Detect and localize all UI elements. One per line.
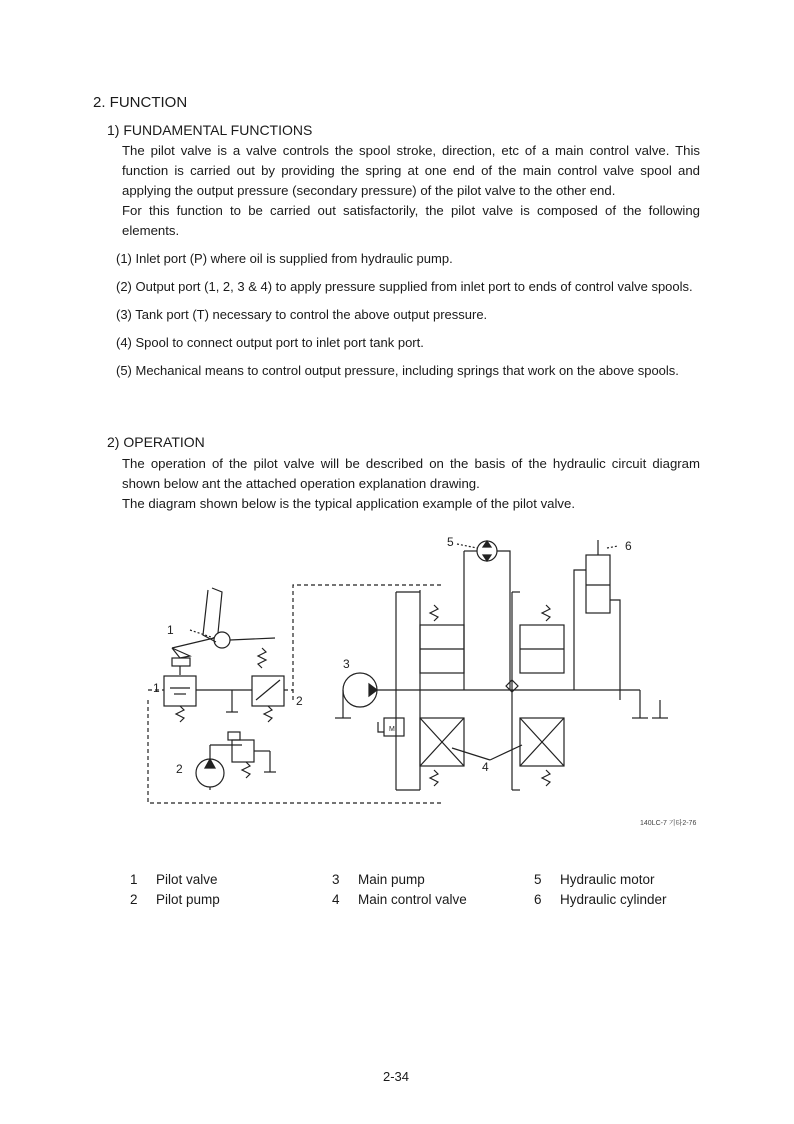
- label-6: 6: [625, 539, 632, 553]
- legend-item: [130, 892, 220, 907]
- operation-paragraph-1: The operation of the pilot valve will be described on the basis of the hydraulic circuit diagram shown below ant the attached operation explanation drawing.: [122, 456, 700, 491]
- list-item: (4) Spool to connect output port to inlet port tank port.: [116, 335, 424, 350]
- section-title: 2. FUNCTION: [93, 94, 188, 111]
- label-1b: 1: [153, 681, 160, 695]
- page-number: 2-34: [383, 1069, 410, 1084]
- legend-item: [332, 892, 467, 907]
- label-5: 5: [447, 535, 454, 549]
- legend-label: Hydraulic motor: [560, 872, 655, 887]
- label-2a: 2: [296, 694, 303, 708]
- main-control-valve-right: [512, 592, 564, 790]
- label-2b: 2: [176, 762, 183, 776]
- legend-number: 2: [130, 892, 138, 907]
- legend-label: Hydraulic cylinder: [560, 892, 667, 907]
- legend-number: 6: [534, 892, 542, 907]
- legend-label: Main control valve: [358, 892, 467, 907]
- label-4: 4: [482, 760, 489, 774]
- fundamental-paragraph-1: The pilot valve is a valve controls the spool stroke, direction, etc of a main control valve. This function is carried out by providing the spring at one end of the main control valve spool and applying the output pressure (secondary pressure) of the pilot valve to the other end.: [122, 143, 700, 198]
- list-item: (3) Tank port (T) necessary to control the above output pressure.: [116, 307, 488, 322]
- legend-label: Main pump: [358, 872, 425, 887]
- hydraulic-cylinder-symbol: [574, 540, 620, 700]
- legend-label: Pilot pump: [156, 892, 220, 907]
- legend-number: 1: [130, 872, 138, 887]
- legend-number: 4: [332, 892, 340, 907]
- operation-heading: 2) OPERATION: [107, 434, 205, 450]
- list-item: (1) Inlet port (P) where oil is supplied from hydraulic pump.: [116, 251, 453, 266]
- legend-item: [534, 872, 655, 887]
- legend-number: 3: [332, 872, 340, 887]
- hydraulic-circuit-diagram: [120, 530, 680, 830]
- pilot-valve-symbol: [164, 588, 284, 722]
- label-3: 3: [343, 657, 350, 671]
- list-item: (5) Mechanical means to control output pressure, including springs that work on the above spools.: [116, 363, 679, 378]
- label-1a: 1: [167, 623, 174, 637]
- legend-item: [130, 872, 218, 887]
- legend-item: [534, 892, 667, 907]
- label-m: M: [389, 726, 395, 733]
- main-pump-symbol: [335, 673, 420, 736]
- hydraulic-motor-symbol: [464, 541, 510, 690]
- legend-number: 5: [534, 872, 542, 887]
- list-item: (2) Output port (1, 2, 3 & 4) to apply pressure supplied from inlet port to ends of control valve spools.: [116, 279, 693, 294]
- figure-reference-code: 140LC-7 기타2-76: [640, 820, 697, 827]
- operation-paragraph-2: The diagram shown below is the typical application example of the pilot valve.: [122, 496, 576, 511]
- fundamental-heading: 1) FUNDAMENTAL FUNCTIONS: [107, 122, 313, 138]
- legend-item: [332, 872, 425, 887]
- pilot-pump-symbol: [196, 732, 276, 790]
- legend-label: Pilot valve: [156, 872, 218, 887]
- fundamental-paragraph-2: For this function to be carried out satisfactorily, the pilot valve is composed of the following elements.: [122, 203, 700, 238]
